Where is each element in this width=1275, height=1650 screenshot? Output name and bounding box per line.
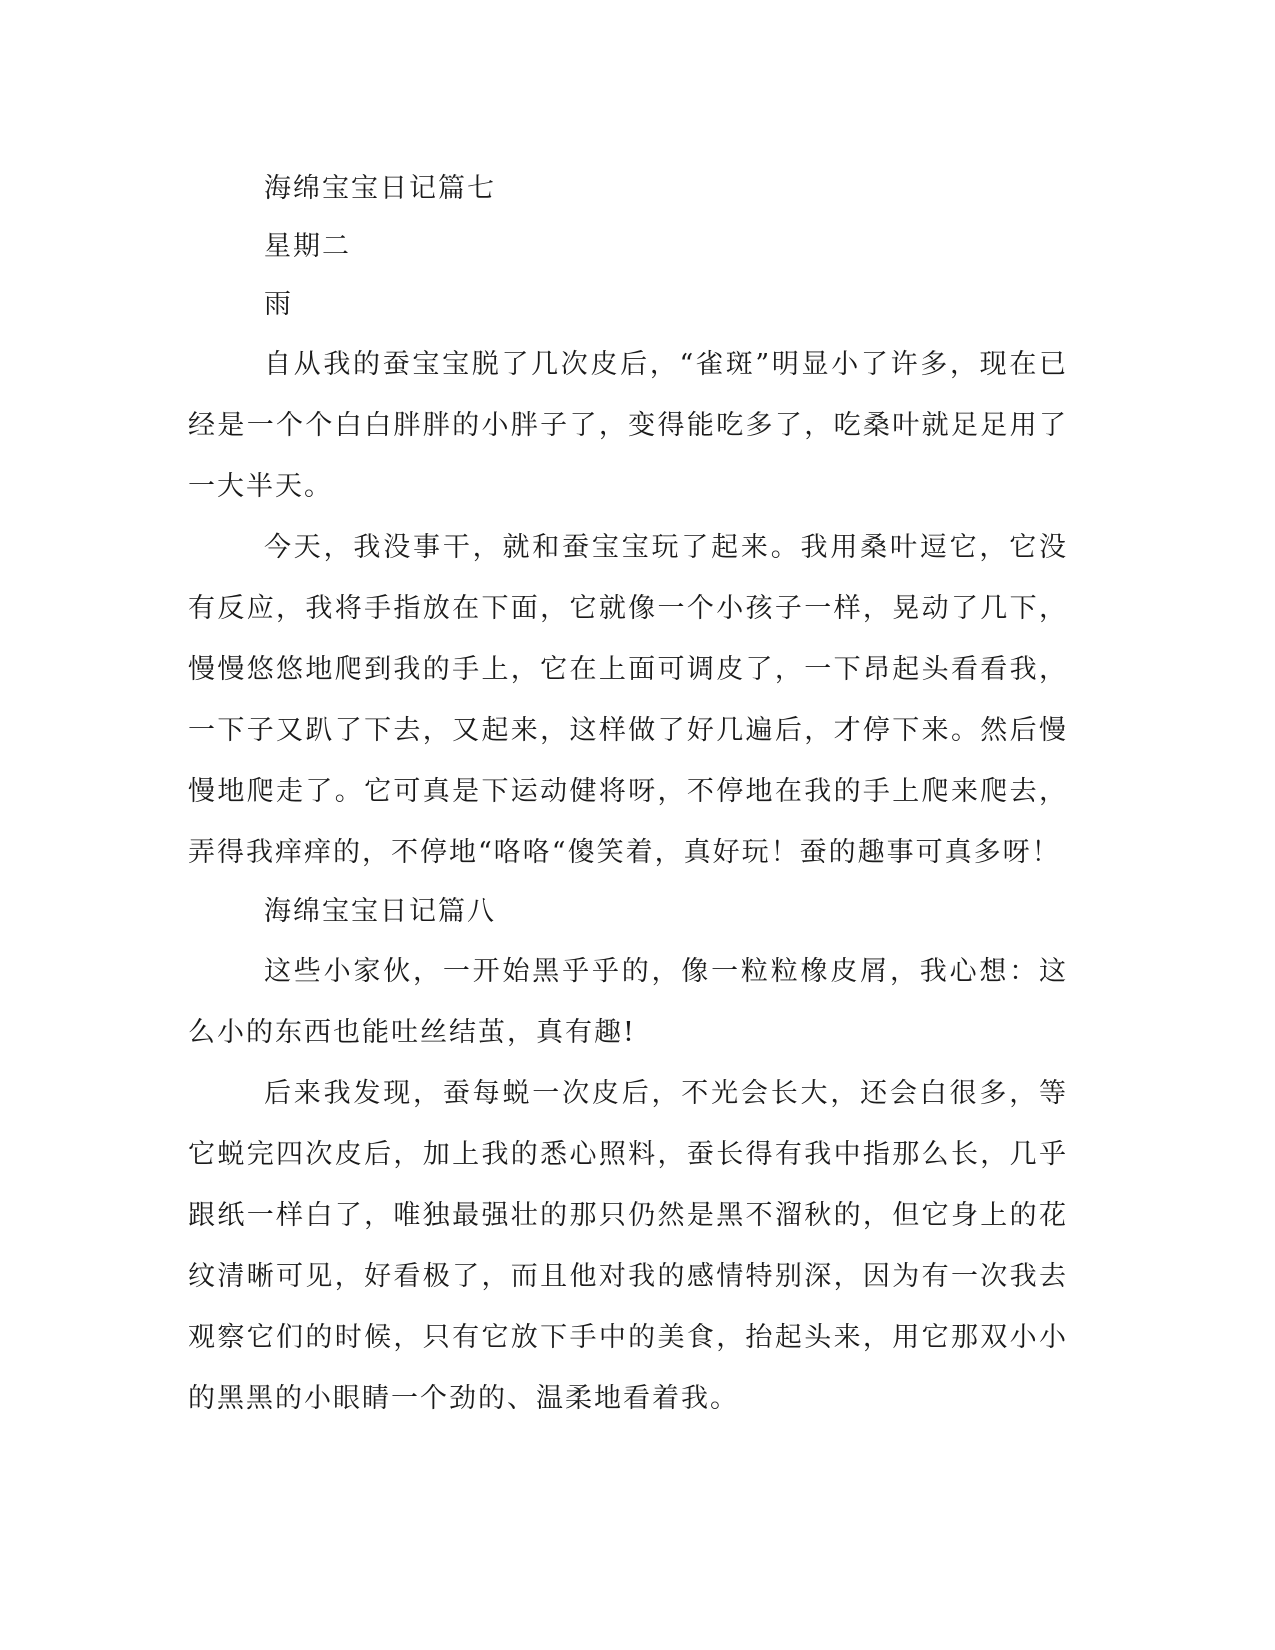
document-body: [188, 160, 1068, 1429]
diary-title-seven: 海绵宝宝日记篇七: [264, 173, 496, 204]
diary-weekday: 星期二: [264, 231, 351, 262]
paragraph-little-ones: 这些小家伙，一开始黑乎乎的，像一粒粒橡皮屑，我心想：这么小的东西也能吐丝结茧，真有趣!: [188, 956, 1068, 1048]
paragraph-playing: 今天，我没事干，就和蚕宝宝玩了起来。我用桑叶逗它，它没有反应，我将手指放在下面，它就像一个小孩子一样，晃动了几下，慢慢悠悠地爬到我的手上，它在上面可调皮了，一下昂起头看看我，一下子又趴了下去，又起来，这样做了好几遍后，才停下来。然后慢慢地爬走了。它可真是下运动健将呀，不停地在我的手上爬来爬去，弄得我痒痒的，不停地“咯咯“傻笑着，真好玩！蚕的趣事可真多呀！: [188, 532, 1068, 868]
diary-title-eight: 海绵宝宝日记篇八: [264, 896, 496, 927]
paragraph-molting: 自从我的蚕宝宝脱了几次皮后，“雀斑”明显小了许多，现在已经是一个个白白胖胖的小胖子了，变得能吃多了，吃桑叶就足足用了一大半天。: [188, 349, 1068, 502]
paragraph-growth: 后来我发现，蚕每蜕一次皮后，不光会长大，还会白很多，等它蜕完四次皮后，加上我的悉心照料，蚕长得有我中指那么长，几乎跟纸一样白了，唯独最强壮的那只仍然是黑不溜秋的，但它身上的花纹清晰可见，好看极了，而且他对我的感情特别深，因为有一次我去观察它们的时候，只有它放下手中的美食，抬起头来，用它那双小小的黑黑的小眼睛一个劲的、温柔地看着我。: [188, 1078, 1068, 1414]
diary-weather: 雨: [264, 289, 293, 320]
